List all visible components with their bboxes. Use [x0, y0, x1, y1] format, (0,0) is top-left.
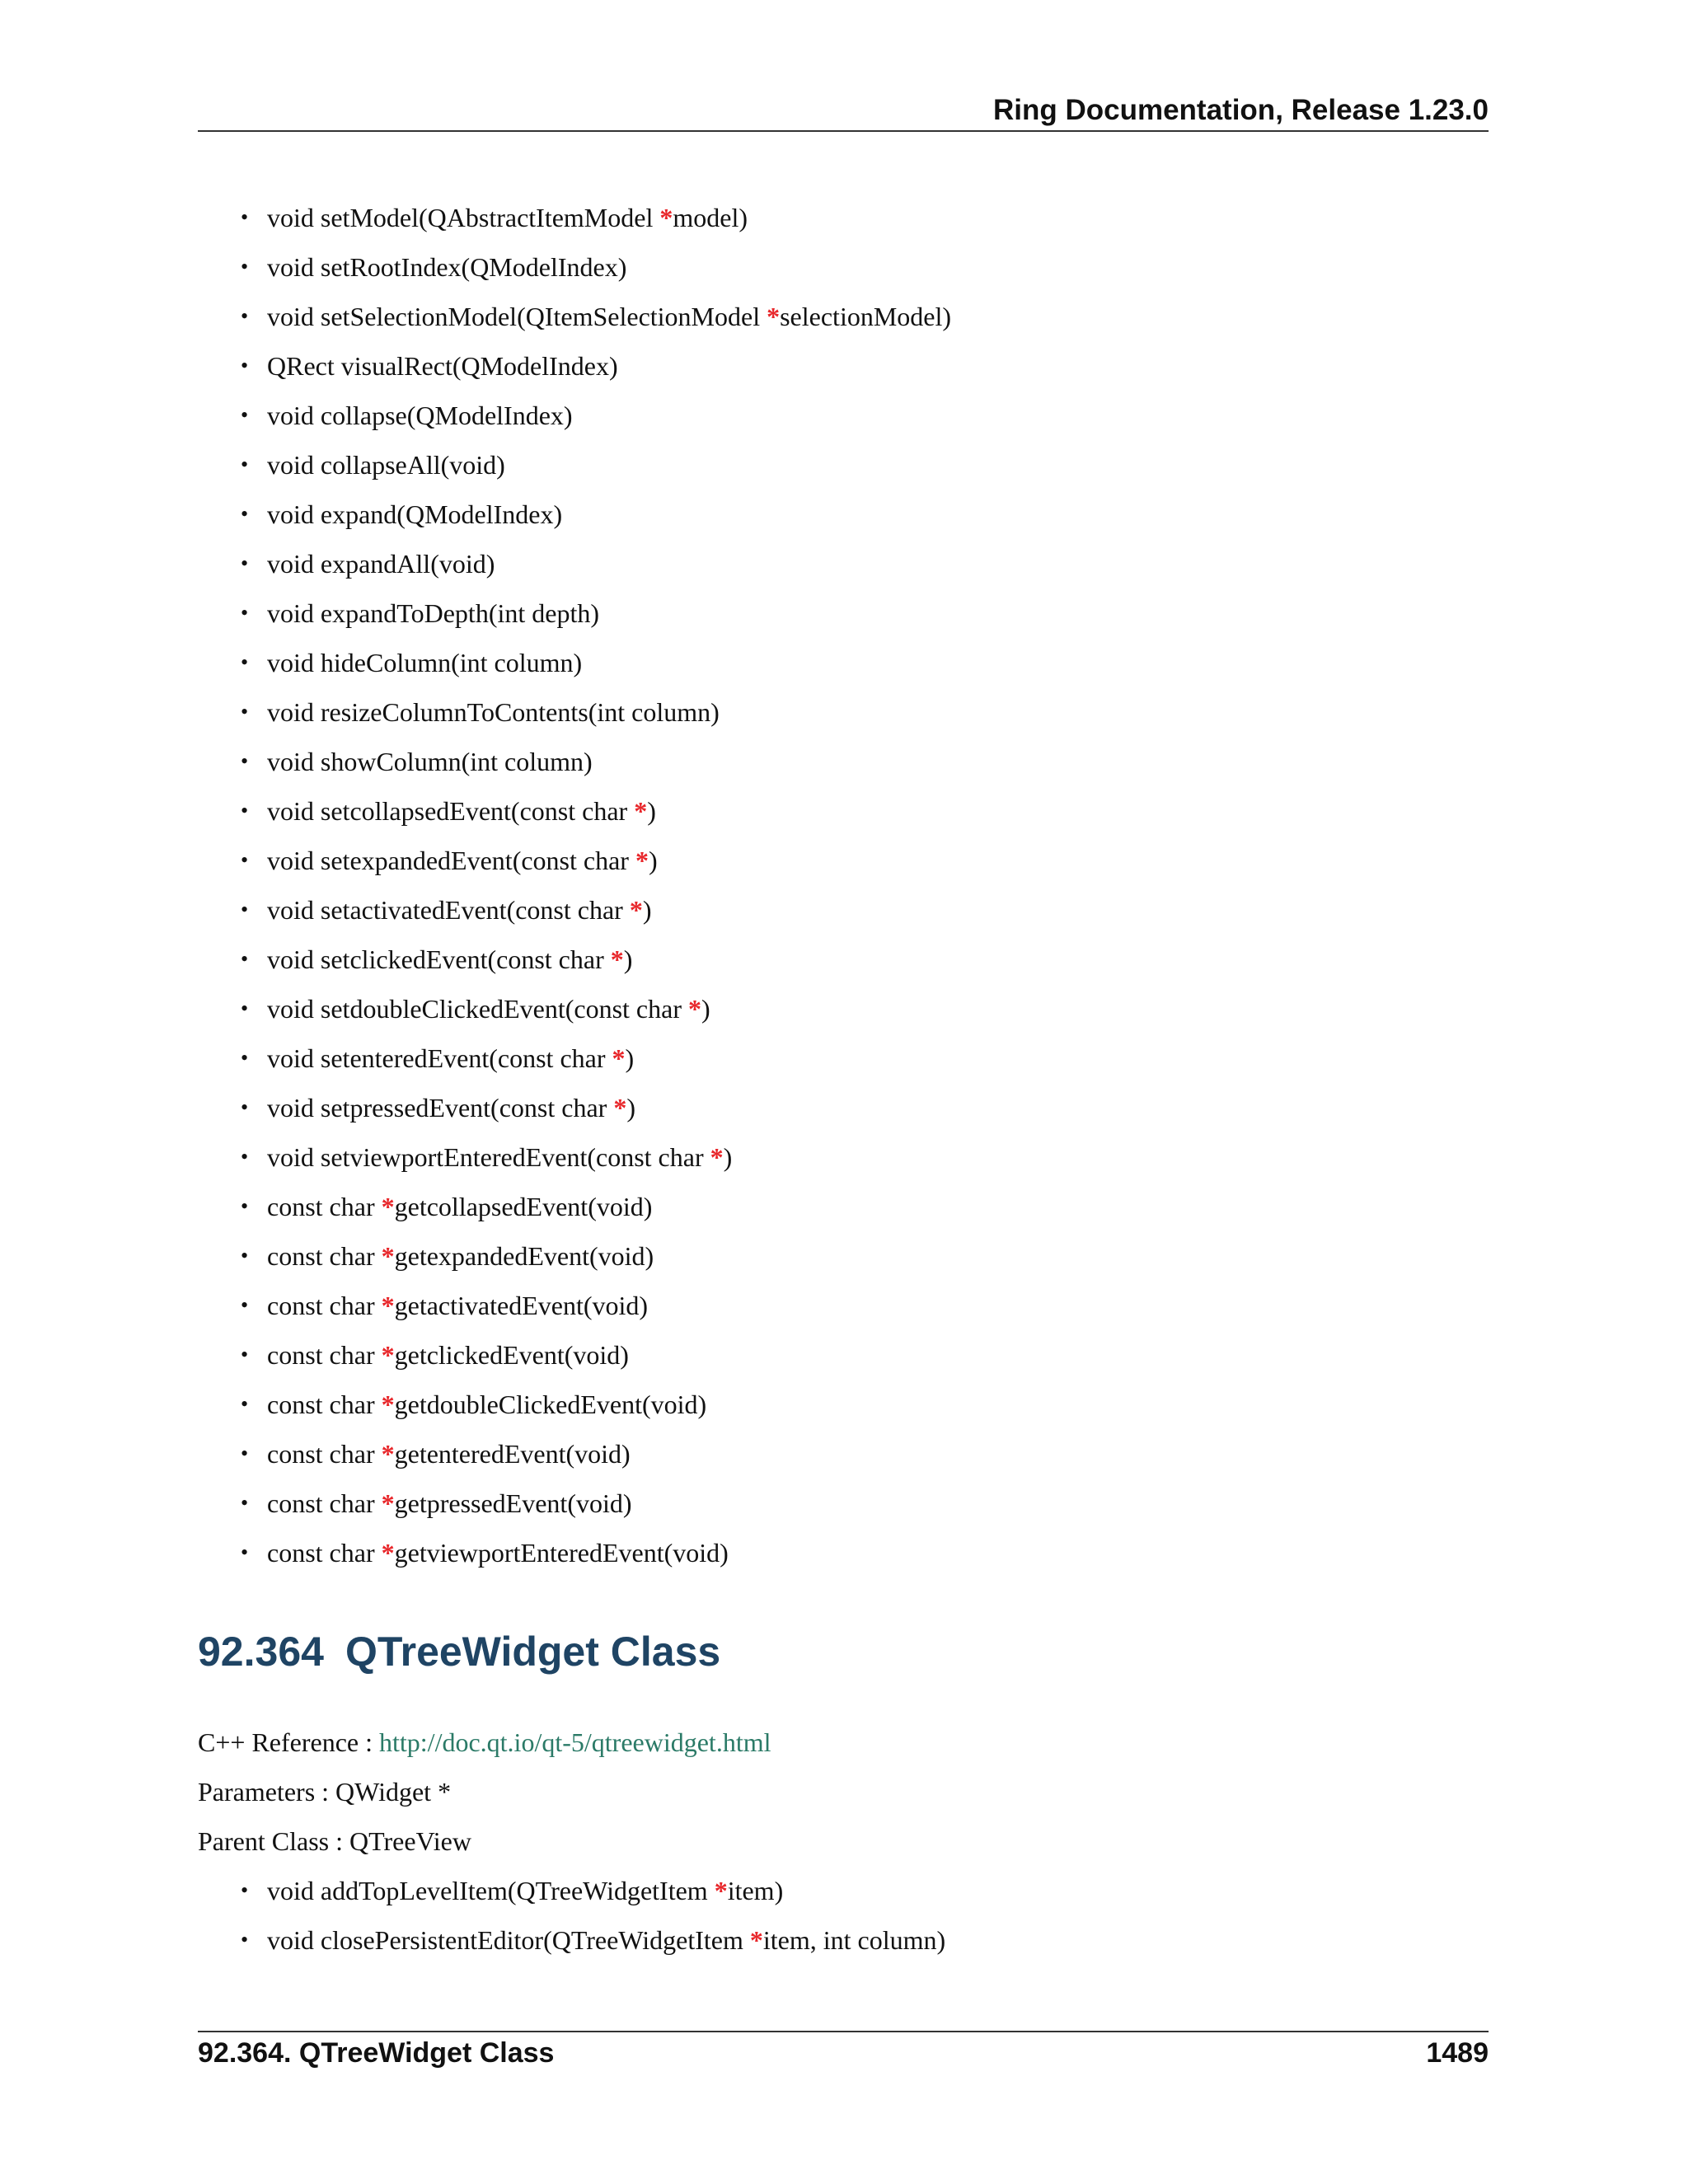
method-signature-end: getdoubleClickedEvent(void) — [394, 1390, 707, 1419]
cpp-reference-label: C++ Reference : — [198, 1727, 379, 1757]
bullet-icon: • — [241, 848, 249, 872]
parameters-line: Parameters : QWidget * — [198, 1777, 452, 1807]
method-signature-start: const char — [267, 1192, 382, 1221]
method-pointer-star: * — [635, 846, 649, 875]
method-item — [198, 935, 951, 984]
method-pointer-star: * — [629, 895, 643, 925]
method-pointer-star: * — [659, 203, 673, 232]
method-signature-start: void setdoubleClickedEvent(const char — [267, 994, 688, 1024]
method-item — [198, 737, 951, 786]
method-signature-end: ) — [647, 796, 656, 826]
method-signature-start: void resizeColumnToContents(int column) — [267, 697, 720, 727]
method-item — [198, 1132, 951, 1182]
method-item — [198, 1429, 951, 1479]
method-item — [198, 984, 951, 1033]
method-signature-end: item, int column) — [762, 1925, 946, 1955]
method-list-bottom — [198, 1866, 945, 1965]
method-signature-start: const char — [267, 1488, 382, 1518]
bullet-icon: • — [241, 205, 249, 229]
method-signature-start: const char — [267, 1291, 382, 1320]
method-item — [198, 539, 951, 588]
bullet-icon: • — [241, 601, 249, 625]
section-heading — [198, 1628, 720, 1675]
method-signature-end: selectionModel) — [780, 302, 952, 331]
method-signature-end: ) — [623, 944, 633, 974]
bullet-icon: • — [241, 1293, 249, 1317]
method-item — [198, 193, 951, 242]
method-pointer-star: * — [381, 1340, 395, 1370]
method-signature-start: void setModel(QAbstractItemModel — [267, 203, 660, 232]
method-signature-start: void expandAll(void) — [267, 549, 495, 579]
method-pointer-star: * — [381, 1538, 395, 1568]
bullet-icon: • — [241, 650, 249, 674]
section-number: 92.364 — [198, 1629, 324, 1675]
method-signature-start: void setactivatedEvent(const char — [267, 895, 630, 925]
bullet-icon: • — [241, 1441, 249, 1465]
method-pointer-star: * — [381, 1192, 395, 1221]
method-signature-end: ) — [642, 895, 652, 925]
bullet-icon: • — [241, 1878, 249, 1902]
bullet-icon: • — [241, 1392, 249, 1416]
method-item — [198, 1330, 951, 1380]
method-signature-end: getexpandedEvent(void) — [394, 1241, 654, 1271]
method-item — [198, 1479, 951, 1528]
method-pointer-star: * — [612, 1043, 626, 1073]
method-item — [198, 341, 951, 391]
method-signature-start: QRect visualRect(QModelIndex) — [267, 351, 618, 381]
page-number: 1489 — [1426, 2037, 1489, 2069]
method-signature-start: void collapse(QModelIndex) — [267, 401, 573, 430]
method-pointer-star: * — [687, 994, 701, 1024]
method-item — [198, 1528, 951, 1577]
method-signature-end: getactivatedEvent(void) — [394, 1291, 649, 1320]
method-pointer-star: * — [381, 1241, 395, 1271]
method-item — [198, 1182, 951, 1231]
cpp-reference-link[interactable]: http://doc.qt.io/qt-5/qtreewidget.html — [379, 1727, 771, 1757]
document-title: Ring Documentation, Release 1.23.0 — [992, 94, 1489, 126]
method-signature-end: ) — [701, 994, 710, 1024]
bullet-icon: • — [241, 1095, 249, 1119]
method-item — [198, 588, 951, 638]
method-item — [198, 1231, 951, 1281]
method-pointer-star: * — [714, 1876, 728, 1905]
bullet-icon: • — [241, 403, 249, 427]
bullet-icon: • — [241, 996, 249, 1020]
method-item — [198, 242, 951, 292]
method-signature-start: const char — [267, 1340, 382, 1370]
method-item — [198, 292, 951, 341]
method-signature-start: void expandToDepth(int depth) — [267, 598, 599, 628]
parent-class-line: Parent Class : QTreeView — [198, 1826, 471, 1856]
bullet-icon: • — [241, 1145, 249, 1169]
method-signature-end: ) — [626, 1093, 635, 1122]
bullet-icon: • — [241, 1540, 249, 1564]
method-pointer-star: * — [381, 1439, 395, 1469]
method-signature-start: void setexpandedEvent(const char — [267, 846, 635, 875]
bullet-icon: • — [241, 255, 249, 279]
method-signature-start: void setenteredEvent(const char — [267, 1043, 612, 1073]
method-item — [198, 490, 951, 539]
method-list-top — [198, 193, 951, 1577]
method-signature-end: getpressedEvent(void) — [394, 1488, 632, 1518]
bullet-icon: • — [241, 1491, 249, 1515]
bullet-icon: • — [241, 947, 249, 971]
footer-section-title: 92.364. QTreeWidget Class — [198, 2037, 555, 2069]
method-signature-start: void collapseAll(void) — [267, 450, 505, 480]
method-pointer-star: * — [749, 1925, 763, 1955]
cpp-reference-line — [198, 1718, 771, 1767]
method-item — [198, 440, 951, 490]
bullet-icon: • — [241, 799, 249, 823]
method-pointer-star: * — [710, 1142, 724, 1172]
method-signature-end: ) — [625, 1043, 635, 1073]
bullet-icon: • — [241, 551, 249, 575]
method-signature-start: void expand(QModelIndex) — [267, 499, 563, 529]
method-signature-end: getcollapsedEvent(void) — [394, 1192, 653, 1221]
method-signature-start: void showColumn(int column) — [267, 747, 593, 776]
method-signature-start: void hideColumn(int column) — [267, 648, 583, 677]
bullet-icon: • — [241, 700, 249, 724]
method-item — [198, 1380, 951, 1429]
method-signature-start: void addTopLevelItem(QTreeWidgetItem — [267, 1876, 715, 1905]
page-header — [198, 89, 1489, 132]
bullet-icon: • — [241, 452, 249, 476]
method-item — [198, 1083, 951, 1132]
method-pointer-star: * — [381, 1291, 395, 1320]
bullet-icon: • — [241, 1046, 249, 1070]
method-item — [198, 885, 951, 935]
bullet-icon: • — [241, 1194, 249, 1218]
method-pointer-star: * — [634, 796, 648, 826]
bullet-icon: • — [241, 1928, 249, 1952]
method-pointer-star: * — [613, 1093, 627, 1122]
bullet-icon: • — [241, 898, 249, 921]
bullet-icon: • — [241, 749, 249, 773]
page-footer — [198, 2031, 1489, 2082]
method-item — [198, 786, 951, 836]
bullet-icon: • — [241, 304, 249, 328]
bullet-icon: • — [241, 354, 249, 377]
method-item — [198, 391, 951, 440]
method-signature-start: void closePersistentEditor(QTreeWidgetItem — [267, 1925, 750, 1955]
method-item — [198, 1915, 945, 1965]
method-signature-start: void setpressedEvent(const char — [267, 1093, 614, 1122]
bullet-icon: • — [241, 502, 249, 526]
method-signature-start: void setclickedEvent(const char — [267, 944, 611, 974]
method-signature-end: model) — [673, 203, 748, 232]
method-signature-end: getclickedEvent(void) — [394, 1340, 629, 1370]
method-signature-start: const char — [267, 1241, 382, 1271]
method-signature-start: const char — [267, 1390, 382, 1419]
method-pointer-star: * — [767, 302, 781, 331]
method-signature-end: item) — [727, 1876, 784, 1905]
method-signature-end: ) — [723, 1142, 733, 1172]
bullet-icon: • — [241, 1343, 249, 1366]
section-title-text: QTreeWidget Class — [345, 1629, 721, 1675]
method-item — [198, 687, 951, 737]
method-pointer-star: * — [610, 944, 624, 974]
method-item — [198, 1281, 951, 1330]
method-signature-start: void setRootIndex(QModelIndex) — [267, 252, 627, 282]
bullet-icon: • — [241, 1244, 249, 1268]
method-signature-end: getviewportEnteredEvent(void) — [394, 1538, 729, 1568]
method-item — [198, 638, 951, 687]
method-signature-end: getenteredEvent(void) — [394, 1439, 631, 1469]
method-signature-start: void setSelectionModel(QItemSelectionModel — [267, 302, 767, 331]
method-item — [198, 1033, 951, 1083]
method-signature-start: const char — [267, 1439, 382, 1469]
method-item — [198, 836, 951, 885]
method-pointer-star: * — [381, 1390, 395, 1419]
method-signature-end: ) — [648, 846, 658, 875]
method-signature-start: void setcollapsedEvent(const char — [267, 796, 635, 826]
method-pointer-star: * — [381, 1488, 395, 1518]
method-item — [198, 1866, 945, 1915]
method-signature-start: void setviewportEnteredEvent(const char — [267, 1142, 710, 1172]
method-signature-start: const char — [267, 1538, 382, 1568]
